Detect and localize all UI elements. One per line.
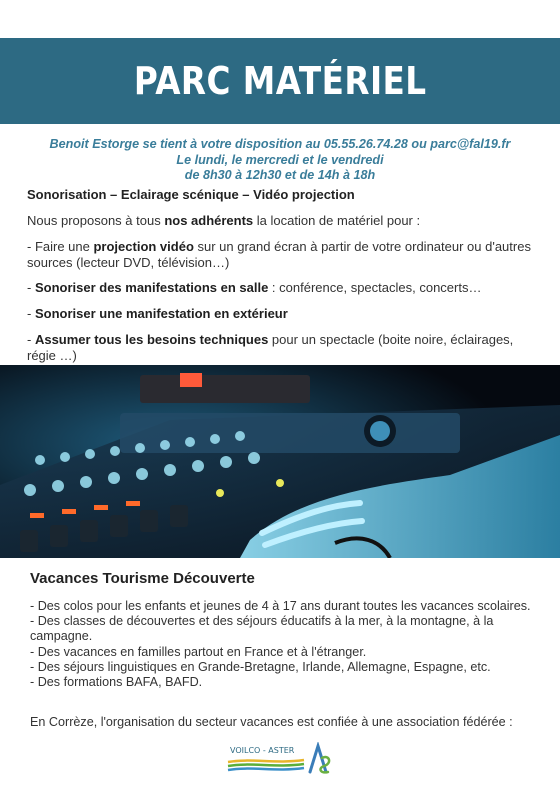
item-text: sur un grand écran à partir de votre ordinateur ou d'autres sources (lecteur DVD, télévision…) — [27, 239, 531, 270]
vacances-title: Vacances Tourisme Découverte — [30, 570, 255, 587]
item-prefix: - Faire une — [27, 239, 94, 254]
closing-text: En Corrèze, l'organisation du secteur vacances est confiée à une association fédérée : — [30, 715, 513, 729]
contact-info — [20, 137, 540, 184]
item-bold: Sonoriser une manifestation en extérieur — [34, 306, 288, 321]
service-item-technique — [27, 332, 537, 363]
logo-text: VOILCO - ASTER — [230, 746, 295, 755]
item-bold: Assumer tous les besoins techniques — [34, 332, 269, 347]
list-item: - Des formations BAFA, BAFD. — [30, 675, 203, 690]
list-item: - Des séjours linguistiques en Grande-Bretagne, Irlande, Allemagne, Espagne, etc. — [30, 659, 491, 674]
contact-line-1: Benoit Estorge se tient à votre disposition au 05.55.26.74.28 ou parc@fal19.fr — [49, 137, 511, 151]
item-prefix: - — [27, 332, 35, 347]
list-item: - Des vacances en familles partout en France et à l'étranger. — [30, 644, 367, 659]
services-subtitle: Sonorisation – Eclairage scénique – Vidéo projection — [27, 187, 355, 202]
intro-text-end: la location de matériel pour : — [253, 213, 421, 228]
mixing-console-photo — [0, 365, 560, 558]
item-text: pour un spectacle (boite noire, éclairages, régie …) — [27, 332, 514, 363]
header-banner — [0, 38, 560, 124]
contact-line-3: de 8h30 à 12h30 et de 14h à 18h — [184, 168, 376, 182]
services-intro — [27, 213, 537, 229]
service-item-exterieur — [27, 306, 537, 322]
page-title: PARC MATÉRIEL — [133, 59, 427, 103]
intro-bold: nos adhérents — [164, 213, 254, 228]
item-bold: projection vidéo — [93, 239, 194, 254]
list-item: - Des colos pour les enfants et jeunes de 4 à 17 ans durant toutes les vacances scolaires. — [30, 599, 531, 613]
intro-text: Nous proposons à tous — [27, 213, 165, 228]
list-item: - Des classes de découvertes et des séjours éducatifs à la mer, à la montagne, à la campagne. — [30, 614, 494, 644]
voilco-aster-logo — [226, 742, 336, 778]
service-item-salle — [27, 280, 537, 296]
service-item-video — [27, 239, 537, 270]
item-prefix: - — [27, 280, 35, 295]
vacances-section — [30, 570, 540, 690]
item-bold: Sonoriser des manifestations en salle — [34, 280, 269, 295]
item-prefix: - — [27, 306, 35, 321]
contact-line-2: Le lundi, le mercredi et le vendredi — [176, 152, 384, 167]
item-text: : conférence, spectacles, concerts… — [268, 280, 482, 295]
